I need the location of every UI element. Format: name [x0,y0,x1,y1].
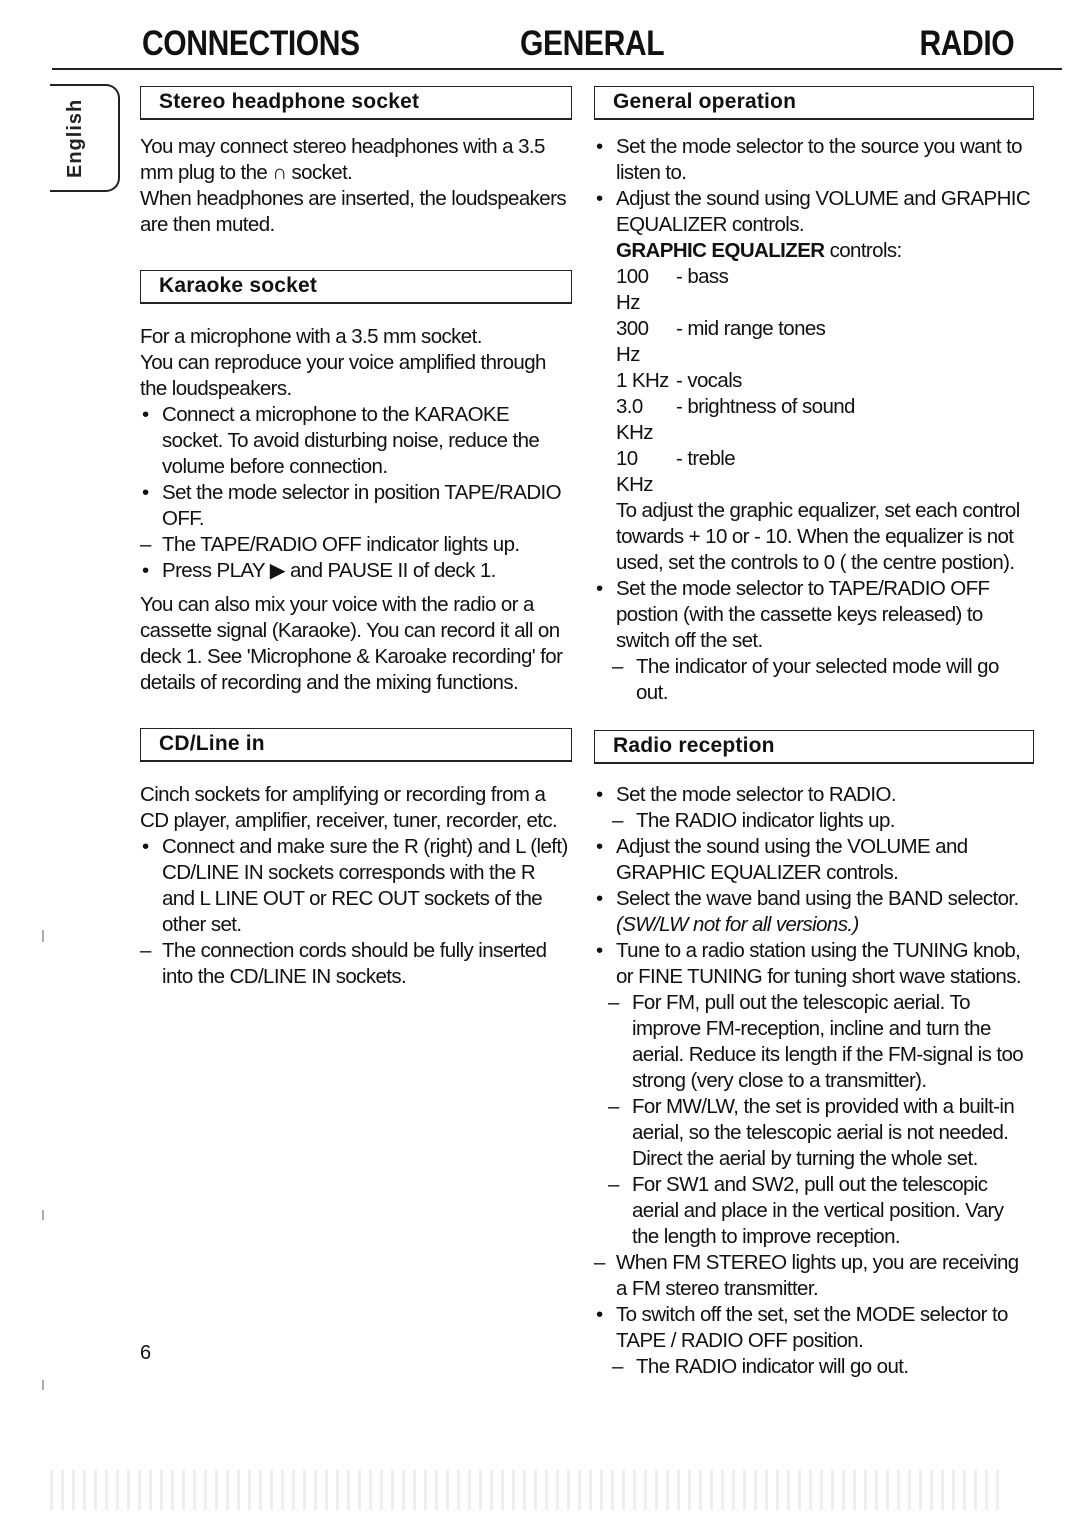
radio-dash-1: – The RADIO indicator lights up. [612,809,895,832]
equalizer-row: 3.0 KHz - brightness of sound [616,395,855,444]
equalizer-row: 300 Hz - mid range tones [616,317,826,366]
equalizer-row: 10 KHz - treble [616,447,736,496]
section-title-stereo-headphone: Stereo headphone socket [140,86,572,120]
karaoke-paragraph-1: For a microphone with a 3.5 mm socket. [140,325,482,348]
karaoke-paragraph-3: You can also mix your voice with the radio or a cassette signal (Karaoke). You can record it all on deck 1. See 'Microphone & Karoake recording' for details of recording and the mixing functions. [140,593,563,694]
radio-dash-6: – The RADIO indicator will go out. [612,1355,909,1378]
equalizer-row: 100 Hz - bass [616,265,729,314]
section-title-radio-reception: Radio reception [594,730,1034,764]
page-header [0,22,1080,70]
radio-bullet-3: • Select the wave band using the BAND selector. [596,887,1019,910]
language-tab-label: English [64,98,86,178]
section-title-cd-line-in: CD/Line in [140,728,572,762]
stereo-paragraph-1: You may connect stereo headphones with a 3.5 mm plug to the ∩ socket. [140,135,545,184]
radio-dash-3: – For MW/LW, the set is provided with a built-in aerial, so the telescopic aerial is not needed. Direct the aerial by turning the whole set. [608,1095,1015,1170]
cdline-bullet-1: • Connect and make sure the R (right) and L (left) CD/LINE IN sockets corresponds with the R and L LINE OUT or REC OUT sockets of the other set. [142,835,568,936]
radio-bullet-1: • Set the mode selector to RADIO. [596,783,896,806]
radio-bullet-2: • Adjust the sound using the VOLUME and GRAPHIC EQUALIZER controls. [596,835,968,884]
scan-noise [50,1470,1000,1510]
radio-dash-4: – For SW1 and SW2, pull out the telescopic aerial and place in the vertical position. Vary the length to improve reception. [608,1173,1004,1248]
radio-band-note: (SW/LW not for all versions.) [616,913,859,936]
general-bullet-2: • Adjust the sound using VOLUME and GRAPHIC EQUALIZER controls. [596,187,1031,236]
karaoke-dash-1: – The TAPE/RADIO OFF indicator lights up. [140,533,520,556]
general-dash-1: – The indicator of your selected mode will go out. [612,655,999,704]
cdline-dash-1: – The connection cords should be fully inserted into the CD/LINE IN sockets. [140,939,547,988]
header-divider [52,68,1062,70]
scan-artifact [42,1210,44,1220]
radio-bullet-4: • Tune to a radio station using the TUNING knob, or FINE TUNING for tuning short wave stations. [596,939,1021,988]
section-title-general-operation: General operation [594,86,1034,120]
header-radio: RADIO [919,24,1014,63]
scan-artifact [42,1380,44,1390]
header-connections: CONNECTIONS [142,24,360,63]
left-column [140,86,572,990]
karaoke-bullet-2: • Set the mode selector in position TAPE/RADIO OFF. [142,481,561,530]
karaoke-paragraph-2: You can reproduce your voice amplified through the loudspeakers. [140,351,546,400]
karaoke-bullet-1: • Connect a microphone to the KARAOKE socket. To avoid disturbing noise, reduce the volume before connection. [142,403,540,478]
equalizer-row: 1 KHz - vocals [616,369,742,392]
general-bullet-3: • Set the mode selector to TAPE/RADIO OFF postion (with the cassette keys released) to switch off the set. [596,577,990,652]
general-bullet-1: • Set the mode selector to the source you want to listen to. [596,135,1022,184]
stereo-paragraph-2: When headphones are inserted, the loudspeakers are then muted. [140,187,566,236]
section-title-karaoke: Karaoke socket [140,270,572,304]
karaoke-bullet-3: • Press PLAY ▶ and PAUSE II of deck 1. [142,559,496,582]
scan-artifact [42,930,44,942]
radio-bullet-5: • To switch off the set, set the MODE selector to TAPE / RADIO OFF position. [596,1303,1008,1352]
right-column [594,86,1034,1380]
page-number: 6 [140,1342,152,1364]
equalizer-note: To adjust the graphic equalizer, set each control towards + 10 or - 10. When the equalizer is not used, set the controls to 0 ( the centre postion). [616,499,1020,574]
cdline-paragraph-1: Cinch sockets for amplifying or recording from a CD player, amplifier, receiver, tuner, recorder, etc. [140,783,558,832]
radio-dash-5: – When FM STEREO lights up, you are receiving a FM stereo transmitter. [594,1251,1019,1300]
equalizer-heading: GRAPHIC EQUALIZER controls: [616,239,902,262]
header-general: GENERAL [520,24,665,63]
radio-dash-2: – For FM, pull out the telescopic aerial. To improve FM-reception, incline and turn the aerial. Reduce its length if the FM-signal is too strong (very close to a transmitter). [608,991,1024,1092]
language-tab [50,84,120,192]
